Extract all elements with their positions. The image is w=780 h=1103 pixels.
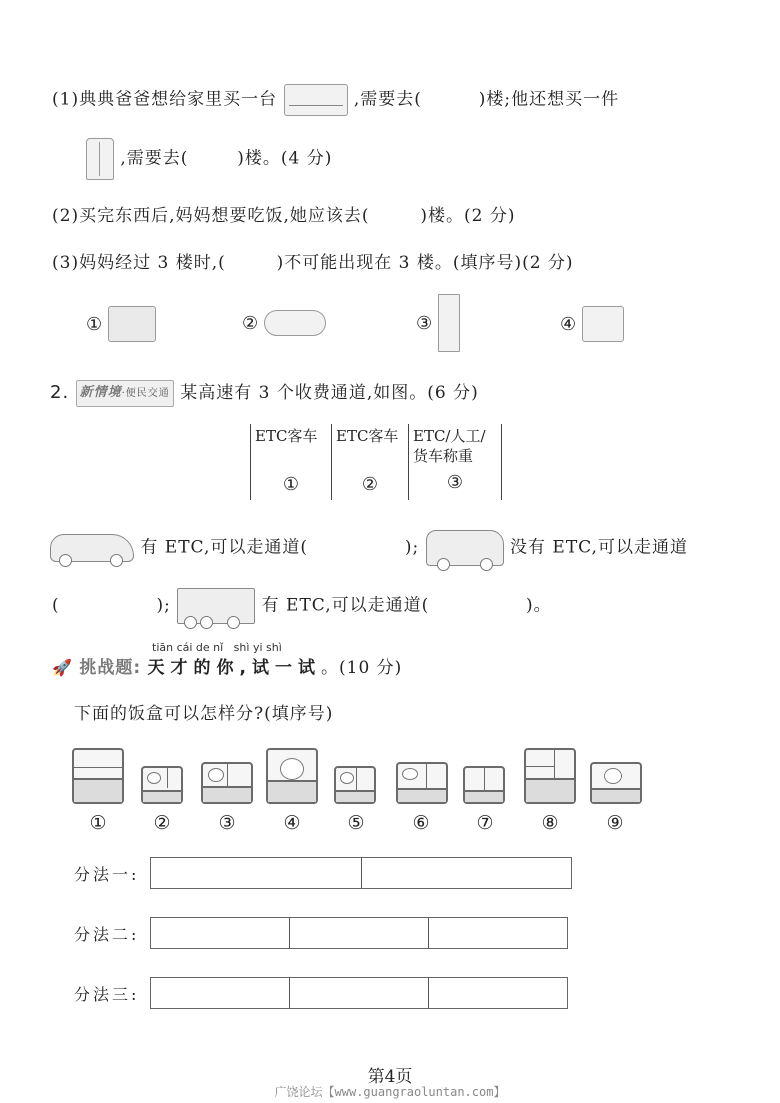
answer-method-1 <box>74 857 572 889</box>
q2-line1-sep: ); <box>404 537 420 558</box>
option-3 <box>416 294 460 352</box>
answer-label: 分法二: <box>74 924 140 944</box>
answer-box <box>150 977 568 1009</box>
answer-cell[interactable] <box>429 978 567 1008</box>
q1-part1-line2 <box>86 138 332 180</box>
toll-lanes-diagram <box>250 424 502 500</box>
challenge-score: 。(10 分) <box>321 658 403 678</box>
lane-label: ETC/人工/货车称重 <box>413 427 486 465</box>
q1-part1-mid: ,需要去( <box>353 89 422 110</box>
challenge-heading <box>52 656 402 680</box>
tag-main: 新情境 <box>79 385 122 400</box>
lane-label: ETC客车 <box>336 427 399 445</box>
answer-cell[interactable] <box>151 978 290 1008</box>
air-conditioner-icon <box>284 84 348 116</box>
option-4 <box>560 306 624 342</box>
q1-part3-text: (3)妈妈经过 3 楼时,( <box>52 253 226 273</box>
q2-line2-sep: ); <box>156 595 171 616</box>
answer-method-2 <box>74 917 568 949</box>
q2-title: 某高速有 3 个收费通道,如图。(6 分) <box>180 383 479 403</box>
van-icon <box>426 530 504 566</box>
option-1 <box>86 306 156 342</box>
lunch-box-9 <box>590 762 642 804</box>
lane-2 <box>332 424 409 500</box>
watermark: 广饶论坛【www.guangraoluntan.com】 <box>274 1085 506 1099</box>
box-num: ⑧ <box>541 812 559 834</box>
lane-num: ① <box>282 474 300 495</box>
box-num: ④ <box>283 812 301 834</box>
challenge-question: 下面的饭盒可以怎样分?(填序号) <box>74 704 334 724</box>
option-num: ② <box>242 312 259 334</box>
lane-label: ETC客车 <box>255 427 318 445</box>
truck-icon <box>177 588 255 624</box>
q1-part1-after2: )楼。(4 分) <box>237 148 333 169</box>
q2-line2-open: ( <box>52 595 60 616</box>
box-num: ① <box>89 812 107 834</box>
option-num: ③ <box>416 312 433 334</box>
q2-line1 <box>50 530 688 566</box>
lunch-box-8 <box>524 748 576 804</box>
box-num: ⑨ <box>606 812 624 834</box>
q1-part3-after: )不可能出现在 3 楼。(填序号)(2 分) <box>276 253 574 273</box>
q1-part1-text: (1)典典爸爸想给家里买一台 <box>52 89 278 110</box>
answer-cell[interactable] <box>290 978 429 1008</box>
pillow-icon <box>264 310 326 336</box>
rocket-icon: 🚀 <box>52 658 73 677</box>
lane-num: ② <box>361 474 379 495</box>
box-num: ⑦ <box>476 812 494 834</box>
box-num: ③ <box>218 812 236 834</box>
q2-heading <box>50 380 479 407</box>
lunch-box-2 <box>141 766 183 804</box>
q2-line2-end: )。 <box>526 595 552 616</box>
answer-label: 分法一: <box>74 864 140 884</box>
answer-cell[interactable] <box>362 858 572 888</box>
answer-cell[interactable] <box>429 918 567 948</box>
answer-cell[interactable] <box>151 918 290 948</box>
option-num: ④ <box>560 313 577 335</box>
q1-part1-mid2: ,需要去( <box>120 148 189 169</box>
lane-3 <box>409 424 502 500</box>
bed-icon <box>582 306 624 342</box>
car-icon <box>50 534 134 562</box>
question-number: 2. <box>50 382 70 403</box>
q2-line1-text: 有 ETC,可以走通道( <box>140 537 308 558</box>
q2-line1-text2: 没有 ETC,可以走通道 <box>510 537 688 558</box>
folded-towels-icon <box>108 306 156 342</box>
lunch-box-4 <box>266 748 318 804</box>
q1-options <box>86 300 646 356</box>
lunch-box-7 <box>463 766 505 804</box>
option-num: ① <box>86 313 103 335</box>
answer-label: 分法三: <box>74 984 140 1004</box>
shirt-icon <box>86 138 114 180</box>
lane-1 <box>251 424 332 500</box>
q1-part2-text: (2)买完东西后,妈妈想要吃饭,她应该去( <box>52 206 370 226</box>
lane-num: ③ <box>446 472 464 493</box>
answer-box <box>150 917 568 949</box>
box-num: ② <box>153 812 171 834</box>
challenge-title: 天才的你,试一试 <box>147 658 322 678</box>
box-num: ⑤ <box>347 812 365 834</box>
answer-box <box>150 857 572 889</box>
box-num: ⑥ <box>412 812 430 834</box>
q1-part3 <box>52 251 574 275</box>
context-tag <box>76 380 174 407</box>
lunch-box-1 <box>72 748 124 804</box>
answer-method-3 <box>74 977 568 1009</box>
page-number: 第4页 <box>367 1067 413 1087</box>
challenge-label: 挑战题: <box>79 658 142 678</box>
q1-part1-after: )楼;他还想买一件 <box>478 89 620 110</box>
option-2 <box>242 310 326 336</box>
q2-line2 <box>52 588 552 624</box>
lunch-box-6 <box>396 762 448 804</box>
pinyin-annotation: tiān cái de nǐ shì yi shì <box>152 641 282 654</box>
q2-line2-text: 有 ETC,可以走通道( <box>261 595 430 616</box>
tag-sub: ·便民交通 <box>121 388 170 399</box>
lunch-box-5 <box>334 766 376 804</box>
q1-part2 <box>52 204 515 228</box>
q1-part2-after: )楼。(2 分) <box>420 206 516 226</box>
q1-part1-line1 <box>52 84 619 116</box>
refrigerator-icon <box>438 294 460 352</box>
lunch-box-3 <box>201 762 253 804</box>
lunch-boxes <box>0 740 780 840</box>
answer-cell[interactable] <box>290 918 429 948</box>
answer-cell[interactable] <box>151 858 362 888</box>
